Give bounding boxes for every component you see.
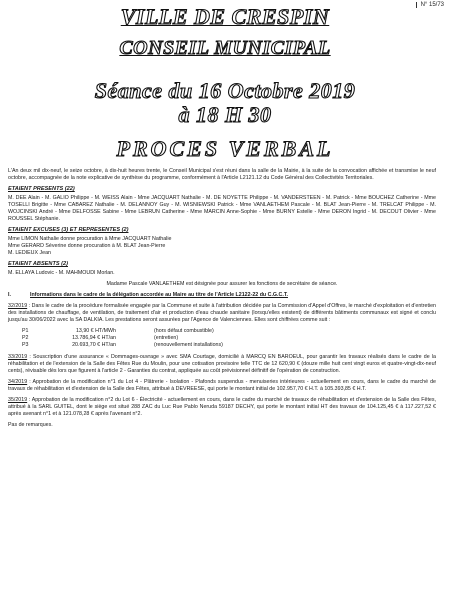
price-amount: 13.786,94 € HT/an bbox=[72, 335, 116, 341]
title-city: VILLE DE CRESPIN bbox=[120, 4, 330, 29]
price-label: (hors défaut combustible) bbox=[154, 328, 214, 334]
price-amount: 13,90 € HT/MWh bbox=[75, 328, 116, 334]
excused-heading: ETAIENT EXCUSES (3) ET REPRESENTES (2) bbox=[8, 227, 129, 233]
decision-text: : Souscription d'une assurance « Dommages-ouvrage » avec SMA Courtage, domicilié à MARCQ EN BAROEUL, pour garantir les travaux réalisés dans le cadre de la réhabilitation et de l'extension de la Salle des Fêtes Rue du Moulin, pour une cotisation provisoire telle TTC de 12 620,90 € (douze mille huit cent vingt euros et quatre-vingt-dix-neuf cents), révisable dès lors que figurent à l'article 2 - Garanties du contrat, appliquée au coût prévisionnel définitif de l'opération de construction. bbox=[8, 354, 436, 374]
table-row bbox=[22, 342, 229, 349]
secretary-designation: Madame Pascale VANLAETHEM est désignée pour assurer les fonctions de secrétaire de séance. bbox=[106, 281, 338, 287]
title-session-date: Séance du 16 Octobre 2019 bbox=[94, 78, 356, 103]
table-row bbox=[22, 328, 229, 335]
title-proces-verbal: PROCES VERBAL bbox=[116, 136, 334, 161]
absent-list: M. ELLAYA Ludovic - M. MAHMOUDI Morlan. bbox=[8, 270, 115, 276]
price-code: P3 bbox=[22, 342, 29, 348]
price-amount: 20.693,70 € HT/an bbox=[72, 342, 116, 348]
section-number: I. bbox=[8, 292, 11, 298]
table-row bbox=[22, 335, 229, 342]
title-council: CONSEIL MUNICIPAL bbox=[119, 37, 331, 59]
section-1-title bbox=[8, 292, 436, 299]
decision-35 bbox=[8, 397, 436, 418]
pricing-table bbox=[22, 328, 229, 349]
excused-line: Mme LIMON Nathalie donne procuration à Mme JACQUART Nathalie bbox=[8, 236, 172, 242]
price-code: P2 bbox=[22, 335, 29, 341]
decision-text: : Dans le cadre de la procédure formalisée engagée par la Commune et suite à l'attribution décidée par la Commission d'Appel d'Offres, le marché d'exploitation et d'entretien des installations de chauffage, de ventilation, de traitement d'air et production d'eau chaude sanitaire (lorsqu'elles existent) de différents bâtiments communaux est signé et conclu jusqu'au 30/06/2022 avec la SA DALKIA. Les prestations seront assurées par l'Agence de Valenciennes. Elles sont chiffrées comme suit : bbox=[8, 303, 436, 323]
price-code: P1 bbox=[22, 328, 29, 334]
closing-remark: Pas de remarques. bbox=[8, 422, 53, 428]
price-label: (entretien) bbox=[154, 335, 179, 341]
absent-heading: ETAIENT ABSENTS (2) bbox=[8, 261, 68, 267]
present-list: M. DEE Alain - M. GALIO Philippe - M. WEISS Alain - Mme JACQUART Nathalie - M. DE NOYETTE Philippe - M. VANDERSTEEN - M. Patrick - Mme BOUCHEZ Catherine - Mme TOSELLI Brigitte - Mme CABAREZ Nathalie - M. DELANNOY Guy - M. WISNIEWSKI Patrick - Mme VANLAETHEM Pascale - M. BLAT Jean-Pierre - M. TRELCAT Philippe - M. WOJCINSKI André - Mme DELFOSSE Sabine - Mme LEBRUN Catherine - Mme MARCIN Anne-Sophie - Mme BURNY Estelle - Mme DERON Ingrid - M. DECOUT Olivier - Mme ROUSSEL Stéphanie. bbox=[8, 195, 436, 222]
decision-34 bbox=[8, 379, 436, 393]
decision-ref: 33/2019 bbox=[8, 354, 28, 360]
decision-ref: 34/2019 bbox=[8, 379, 28, 385]
decision-ref: 35/2019 bbox=[8, 397, 28, 403]
excused-list bbox=[8, 236, 436, 257]
title-session-time: à 18 H 30 bbox=[178, 102, 272, 127]
decision-32 bbox=[8, 303, 436, 324]
section-title-text: Informations dans le cadre de la délégation accordée au Maire au titre de l'Article L2122-22 du C.G.C.T. bbox=[30, 292, 288, 298]
excused-line: Mme GERARD Séverine donne procuration à M. BLAT Jean-Pierre bbox=[8, 243, 166, 249]
present-heading: ETAIENT PRESENTS (22) bbox=[8, 186, 75, 192]
page-reference: N° 15/73 bbox=[416, 2, 444, 8]
decision-33 bbox=[8, 354, 436, 375]
decision-text: : Approbation de la modification n°1 du Lot 4 - Plâtrerie - Isolation - Plafonds suspendus - menuiseries intérieures - actuellement en cours, dans le cadre du marché de travaux de réhabilitation et d'extension de la Salle des Fêtes, attribué à DEVREESE, qui porte le montant initial de 102.957,70 € H.T. à 105.393,85 € H.T. bbox=[8, 379, 436, 392]
document-body bbox=[8, 168, 436, 433]
excused-line: M. LEDIEUX Jean bbox=[8, 250, 51, 256]
price-label: (renouvellement installations) bbox=[154, 342, 223, 348]
decision-text: : Approbation de la modification n°2 du Lot 6 - Électricité - actuellement en cours, dans le cadre du marché de travaux de réhabilitation et d'extension de la Salle des Fêtes, attribué à la SARL GUITEL, dont le siège est situé 288 ZAC du Luc Rue Pablo Neruda 59187 DECHY, qui porte le montant initial HT des travaux de 104.125,45 € à 117.227,52 € après avenant n°1 et à 121.078,28 € après l'avenant n°2. bbox=[8, 397, 436, 417]
intro-paragraph: L'An deux mil dix-neuf, le seize octobre, à dix-huit heures trente, le Conseil Municipal s'est réuni dans la salle de la Mairie, à la suite de la convocation affichée et transmise le neuf octobre, accompagnée de la note explicative de synthèse du programme, conformément à l'Article L2121.12 du Code Général des Collectivités Territoriales. bbox=[8, 168, 436, 181]
decision-ref: 32/2019 bbox=[8, 303, 28, 309]
